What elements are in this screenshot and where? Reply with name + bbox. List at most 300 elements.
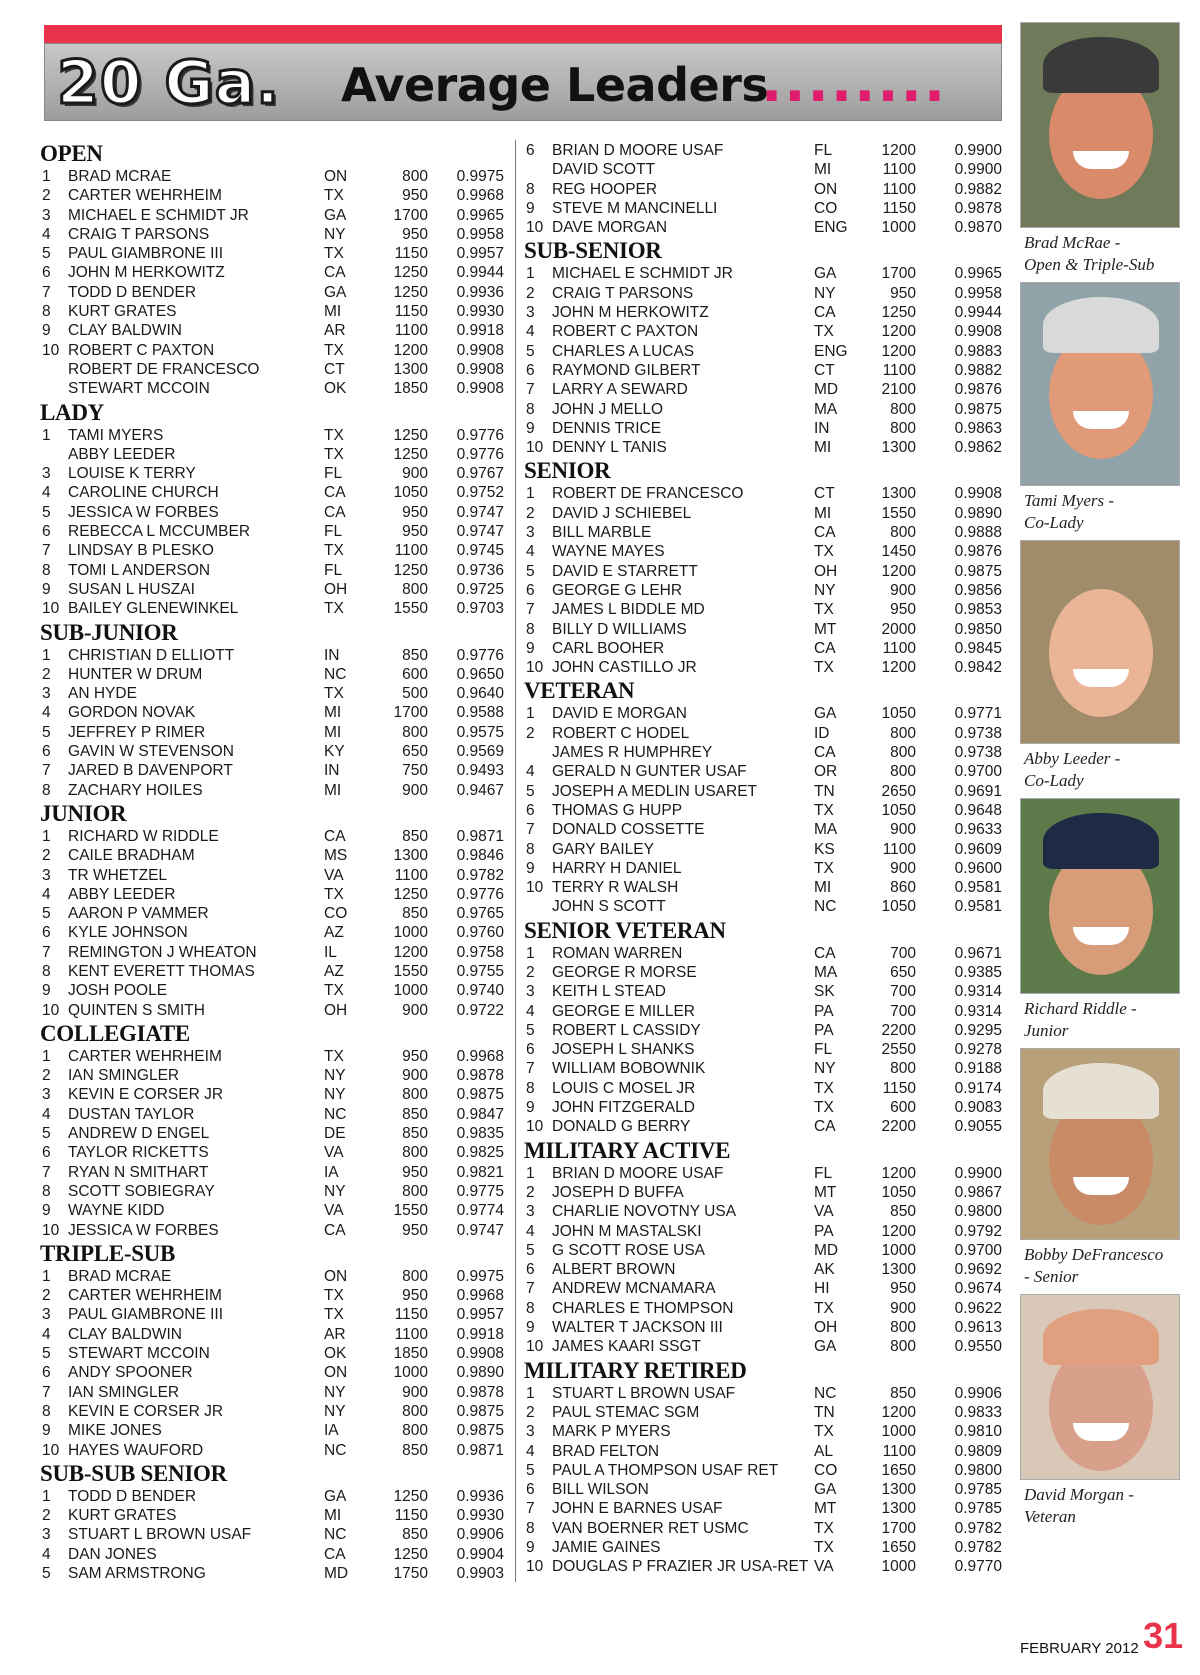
page-banner [44,43,1002,121]
standing-row [40,846,508,865]
targets: 1150 [394,303,428,321]
shooter-name: SAM ARMSTRONG [68,1565,206,1582]
targets: 900 [890,859,916,877]
standing-row [524,1403,1002,1422]
state: CA [324,1545,346,1563]
targets: 2100 [881,381,916,399]
state: HI [814,1280,830,1298]
shooter-name: LOUIS C MOSEL JR [552,1079,696,1097]
shooter-name: JOHN M HERKOWITZ [552,304,709,322]
state: TX [814,1079,834,1097]
state: CA [324,264,346,282]
targets: 1100 [394,542,428,560]
targets: 1700 [393,206,428,224]
shooter-name: HUNTER W DRUM [68,665,203,683]
average: 0.9650 [456,665,504,683]
targets: 850 [402,1105,428,1123]
standing-row [524,1442,1002,1461]
standing-row [524,1117,1002,1136]
banner-title-dots: ........ [761,50,948,115]
rank: 6 [42,924,51,942]
targets: 1650 [881,1539,916,1556]
average: 0.9609 [954,840,1002,858]
state: TX [814,859,834,877]
targets: 1750 [393,1565,428,1582]
targets: 1300 [881,485,916,503]
rank [524,160,552,179]
average: 0.9968 [456,187,504,205]
state: TX [324,1306,344,1324]
category-title: VETERAN [524,678,635,704]
state: MI [814,161,832,179]
standing-row [40,885,508,904]
average: 0.9908 [456,380,504,398]
shooter-name: DAN JONES [68,1545,157,1563]
shooter-name: BILL MARBLE [552,524,652,542]
state: NC [324,1105,347,1123]
average: 0.9930 [456,303,504,321]
targets: 850 [402,1125,428,1143]
shooter-name: REG HOOPER [552,180,658,198]
targets: 1150 [882,199,916,217]
standing-row [40,1325,508,1344]
shooter-name: REMINGTON J WHEATON [68,943,257,961]
targets: 950 [402,1287,428,1305]
rank: 10 [526,1118,544,1136]
targets: 900 [890,1299,916,1317]
state: KY [324,743,345,761]
standing-row [524,820,1002,839]
shooter-name: RYAN N SMITHART [68,1163,209,1181]
average: 0.9314 [954,1002,1002,1020]
targets: 950 [402,523,428,541]
standing-row [40,827,508,846]
targets: 850 [402,646,428,664]
rank: 4 [42,704,51,722]
targets: 2550 [881,1041,916,1059]
targets: 1550 [393,1202,428,1220]
targets: 800 [402,1144,428,1162]
category-title: COLLEGIATE [40,1020,190,1046]
average: 0.9640 [456,685,504,703]
average: 0.9890 [456,1364,504,1382]
targets: 1200 [881,562,916,580]
standing-row [40,167,508,186]
portrait-photo [1020,540,1180,744]
shooter-name: DONALD COSSETTE [552,821,705,839]
state: CA [814,944,836,962]
targets: 1850 [393,1345,428,1363]
rank: 7 [42,542,51,560]
average: 0.9760 [456,924,504,942]
caption-role: Junior [1024,1021,1069,1040]
state: FL [814,1164,833,1182]
targets: 600 [402,665,428,683]
category-section [524,238,1002,457]
targets: 850 [402,1526,428,1544]
category-title: SUB-JUNIOR [40,619,178,645]
standing-row [524,1183,1002,1202]
targets: 950 [890,284,916,302]
category-section [40,1021,508,1240]
state: CA [814,639,836,657]
state: IA [324,1163,339,1181]
shooter-name: STEWART MCCOIN [68,1345,210,1363]
targets: 1200 [393,943,428,961]
shooter-name: PAUL STEMAC SGM [552,1403,700,1421]
targets: 850 [402,905,428,923]
average: 0.9613 [954,1319,1002,1337]
targets: 950 [402,187,428,205]
targets: 1250 [881,304,916,322]
shooter-name: DONALD G BERRY [552,1118,691,1136]
average: 0.9936 [456,1487,504,1505]
state: CT [324,360,345,378]
shooter-name: ANDREW D ENGEL [68,1125,210,1143]
average: 0.9782 [456,866,504,884]
state: TX [324,982,344,1000]
targets: 2200 [881,1118,916,1136]
shooter-name: MIKE JONES [68,1422,162,1440]
average: 0.9906 [456,1526,504,1544]
state: TX [324,1047,344,1065]
shooter-name: JOHN S SCOTT [552,898,666,916]
shooter-name: ROBERT C PAXTON [68,341,215,359]
caption-name: Tami Myers - [1024,491,1115,510]
shooter-name: GARY BAILEY [552,840,654,858]
average: 0.9875 [954,562,1002,580]
standing-row [524,1461,1002,1480]
shooter-name: CAROLINE CHURCH [68,484,219,502]
rank: 3 [42,206,51,224]
standing-row [524,160,1002,179]
rank: 8 [42,561,51,579]
targets: 800 [890,763,916,781]
rank: 6 [526,1481,535,1499]
average: 0.9900 [954,1164,1002,1182]
rank: 8 [526,840,535,858]
category-title: OPEN [40,141,103,166]
state: TX [324,341,344,359]
rank: 4 [42,225,51,243]
state: ON [814,180,838,198]
rank: 7 [526,1280,535,1298]
targets: 800 [890,1060,916,1078]
average: 0.9083 [954,1099,1002,1117]
average: 0.9878 [456,1067,504,1085]
shooter-name: HAYES WAUFORD [68,1441,204,1459]
state: TX [814,1539,834,1556]
rank: 4 [42,1545,51,1563]
targets: 800 [890,1338,916,1356]
shooter-name: JOHN M MASTALSKI [552,1222,702,1240]
state: AZ [324,924,344,942]
shooter-name: JOHN M HERKOWITZ [68,264,225,282]
state: VA [324,1202,344,1220]
photo-caption [1020,486,1180,540]
standing-row [40,1267,508,1286]
state: MI [814,879,832,897]
state: TX [324,426,344,444]
average: 0.9775 [456,1182,504,1200]
rank: 6 [42,1364,51,1382]
standing-row [524,1499,1002,1518]
category-title: SENIOR [524,458,611,484]
standing-row [40,1383,508,1402]
category-section [40,1241,508,1460]
average: 0.9622 [954,1299,1002,1317]
targets: 1000 [393,982,428,1000]
standings-column-middle [524,140,1002,1577]
state: OH [814,562,838,580]
standing-row [524,724,1002,743]
targets: 1300 [881,1500,916,1518]
average: 0.9918 [456,1325,504,1343]
targets: 1100 [882,180,916,198]
state: TX [324,445,344,463]
average: 0.9882 [954,361,1002,379]
state: NY [814,284,836,302]
standing-row [40,1506,508,1525]
shooter-name: ZACHARY HOILES [68,781,203,799]
standing-row [40,1286,508,1305]
targets: 1200 [881,659,916,677]
rank: 2 [526,284,535,302]
targets: 1150 [394,245,428,263]
shooter-name: CHARLES A LUCAS [552,342,695,360]
state: TX [324,1287,344,1305]
standing-row [40,1047,508,1066]
standing-row [524,1202,1002,1221]
average: 0.9785 [954,1500,1002,1518]
rank: 8 [42,781,51,799]
shooter-name: PAUL A THOMPSON USAF RET [552,1461,779,1479]
state: KS [814,840,835,858]
state: AR [324,322,346,340]
targets: 800 [402,1086,428,1104]
shooter-name: REBECCA L MCCUMBER [68,523,251,541]
average: 0.9770 [954,1558,1002,1576]
targets: 1000 [881,219,916,237]
shooter-name: RAYMOND GILBERT [552,361,701,379]
category-section [524,1358,1002,1577]
issue-date: FEBRUARY 2012 [1020,1640,1139,1657]
standing-row [524,1260,1002,1279]
rank: 6 [526,1261,535,1279]
shooter-name: STEWART MCCOIN [68,380,210,398]
standing-row [40,1124,508,1143]
category-section [524,141,1002,237]
rank: 7 [42,943,51,961]
targets: 1850 [393,380,428,398]
shooter-name: WAYNE MAYES [552,543,665,561]
state: NY [324,1182,346,1200]
average: 0.9785 [954,1481,1002,1499]
shooter-name: DAVID J SCHIEBEL [552,504,692,522]
shooter-name: QUINTEN S SMITH [68,1001,205,1019]
rank: 8 [42,303,51,321]
shooter-name: DOUGLAS P FRAZIER JR USA-RET [552,1558,809,1576]
rank: 2 [42,1287,51,1305]
shooter-name: MICHAEL E SCHMIDT JR [552,265,733,283]
average: 0.9936 [456,283,504,301]
standing-row [524,878,1002,897]
targets: 2650 [881,782,916,800]
average: 0.9908 [456,360,504,378]
shooter-name: CHRISTIAN D ELLIOTT [68,646,235,664]
state: NY [324,1383,346,1401]
targets: 800 [890,744,916,762]
photo-caption [1020,744,1180,798]
average: 0.9825 [456,1144,504,1162]
state: CO [814,199,838,217]
state: MI [324,303,342,321]
shooter-name: KEVIN E CORSER JR [68,1086,224,1104]
state: GA [814,1481,837,1499]
state: TX [324,245,344,263]
rank: 3 [42,1086,51,1104]
photo-card [1020,282,1180,540]
state: MI [324,781,342,799]
shooter-name: VAN BOERNER RET USMC [552,1519,749,1537]
targets: 1150 [882,1079,916,1097]
standing-row [40,580,508,599]
rank [40,379,68,398]
portrait-cap [1043,37,1159,93]
page-footer [1020,1615,1184,1657]
banner-title-text: Average Leaders [341,58,769,112]
rank: 9 [42,1422,51,1440]
standing-row [524,982,1002,1001]
rank: 5 [42,723,51,741]
rank: 4 [42,1325,51,1343]
targets: 1050 [881,705,916,723]
rank: 2 [526,724,535,742]
state: FL [324,561,343,579]
shooter-name: TR WHETZEL [68,866,168,884]
targets: 850 [402,827,428,845]
state: MT [814,620,837,638]
shooter-name: MICHAEL E SCHMIDT JR [68,206,249,224]
state: FL [814,142,833,159]
standing-row [524,438,1002,457]
targets: 950 [402,225,428,243]
average: 0.9758 [456,943,504,961]
average: 0.9833 [954,1403,1002,1421]
category-section [524,1138,1002,1357]
state: AZ [324,962,344,980]
rank: 9 [526,1319,535,1337]
caption-role: Veteran [1024,1507,1076,1526]
targets: 1000 [393,924,428,942]
targets: 1000 [881,1241,916,1259]
rank: 2 [42,1067,51,1085]
targets: 1100 [882,161,916,179]
targets: 1000 [881,1423,916,1441]
rank: 3 [42,685,51,703]
standing-row [524,380,1002,399]
targets: 850 [402,1441,428,1459]
state: TX [814,323,834,341]
standing-row [524,1079,1002,1098]
state: FL [324,465,343,483]
average: 0.9633 [954,821,1002,839]
average: 0.9771 [954,705,1002,723]
standing-row [40,360,508,379]
average: 0.9188 [954,1060,1002,1078]
shooter-name: GEORGE E MILLER [552,1002,695,1020]
targets: 950 [402,1221,428,1239]
state: NY [324,1402,346,1420]
rank: 8 [526,1519,535,1537]
rank: 2 [42,847,51,865]
targets: 1100 [394,866,428,884]
standing-row [40,341,508,360]
average: 0.9575 [456,723,504,741]
shooter-name: MARK P MYERS [552,1423,671,1441]
shooter-name: KURT GRATES [68,1507,177,1525]
average: 0.9774 [456,1202,504,1220]
caption-name: David Morgan - [1024,1485,1134,1504]
caption-role: - Senior [1024,1267,1079,1286]
average: 0.9930 [456,1507,504,1525]
standing-row [524,1384,1002,1403]
rank: 2 [42,665,51,683]
standing-row [524,523,1002,542]
state: GA [814,705,837,723]
rank: 8 [526,180,535,198]
rank: 5 [42,503,51,521]
standing-row [524,342,1002,361]
shooter-name: DENNY L TANIS [552,439,667,457]
state: CT [814,485,835,503]
shooter-name: DENNIS TRICE [552,419,662,437]
shooter-name: STUART L BROWN USAF [552,1384,736,1402]
rank: 9 [526,859,535,877]
caption-name: Richard Riddle - [1024,999,1137,1018]
rank: 8 [42,1182,51,1200]
state: TX [814,1423,834,1441]
shooter-name: TAMI MYERS [68,426,164,444]
photo-caption [1020,1480,1180,1534]
rank: 7 [42,1163,51,1181]
portrait-photo [1020,798,1180,994]
rank: 8 [526,400,535,418]
rank [524,743,552,762]
targets: 1550 [393,600,428,618]
state: SK [814,983,835,1001]
average: 0.9700 [954,1241,1002,1259]
standing-row [524,658,1002,677]
standing-row [40,426,508,445]
state: TN [814,1403,835,1421]
standing-row [524,484,1002,503]
portrait-cap [1043,1309,1159,1365]
shooter-name: G SCOTT ROSE USA [552,1241,706,1259]
targets: 1150 [394,1507,428,1525]
standings-column-left [40,140,508,1583]
average: 0.9692 [954,1261,1002,1279]
page-number: 31 [1143,1615,1184,1656]
rank: 3 [526,1203,535,1221]
caption-role: Open & Triple-Sub [1024,255,1155,274]
average: 0.9867 [954,1183,1002,1201]
targets: 1250 [393,1487,428,1505]
standing-row [524,542,1002,561]
standing-row [40,1201,508,1220]
category-title: TRIPLE-SUB [40,1240,176,1266]
rank: 1 [42,1267,51,1285]
